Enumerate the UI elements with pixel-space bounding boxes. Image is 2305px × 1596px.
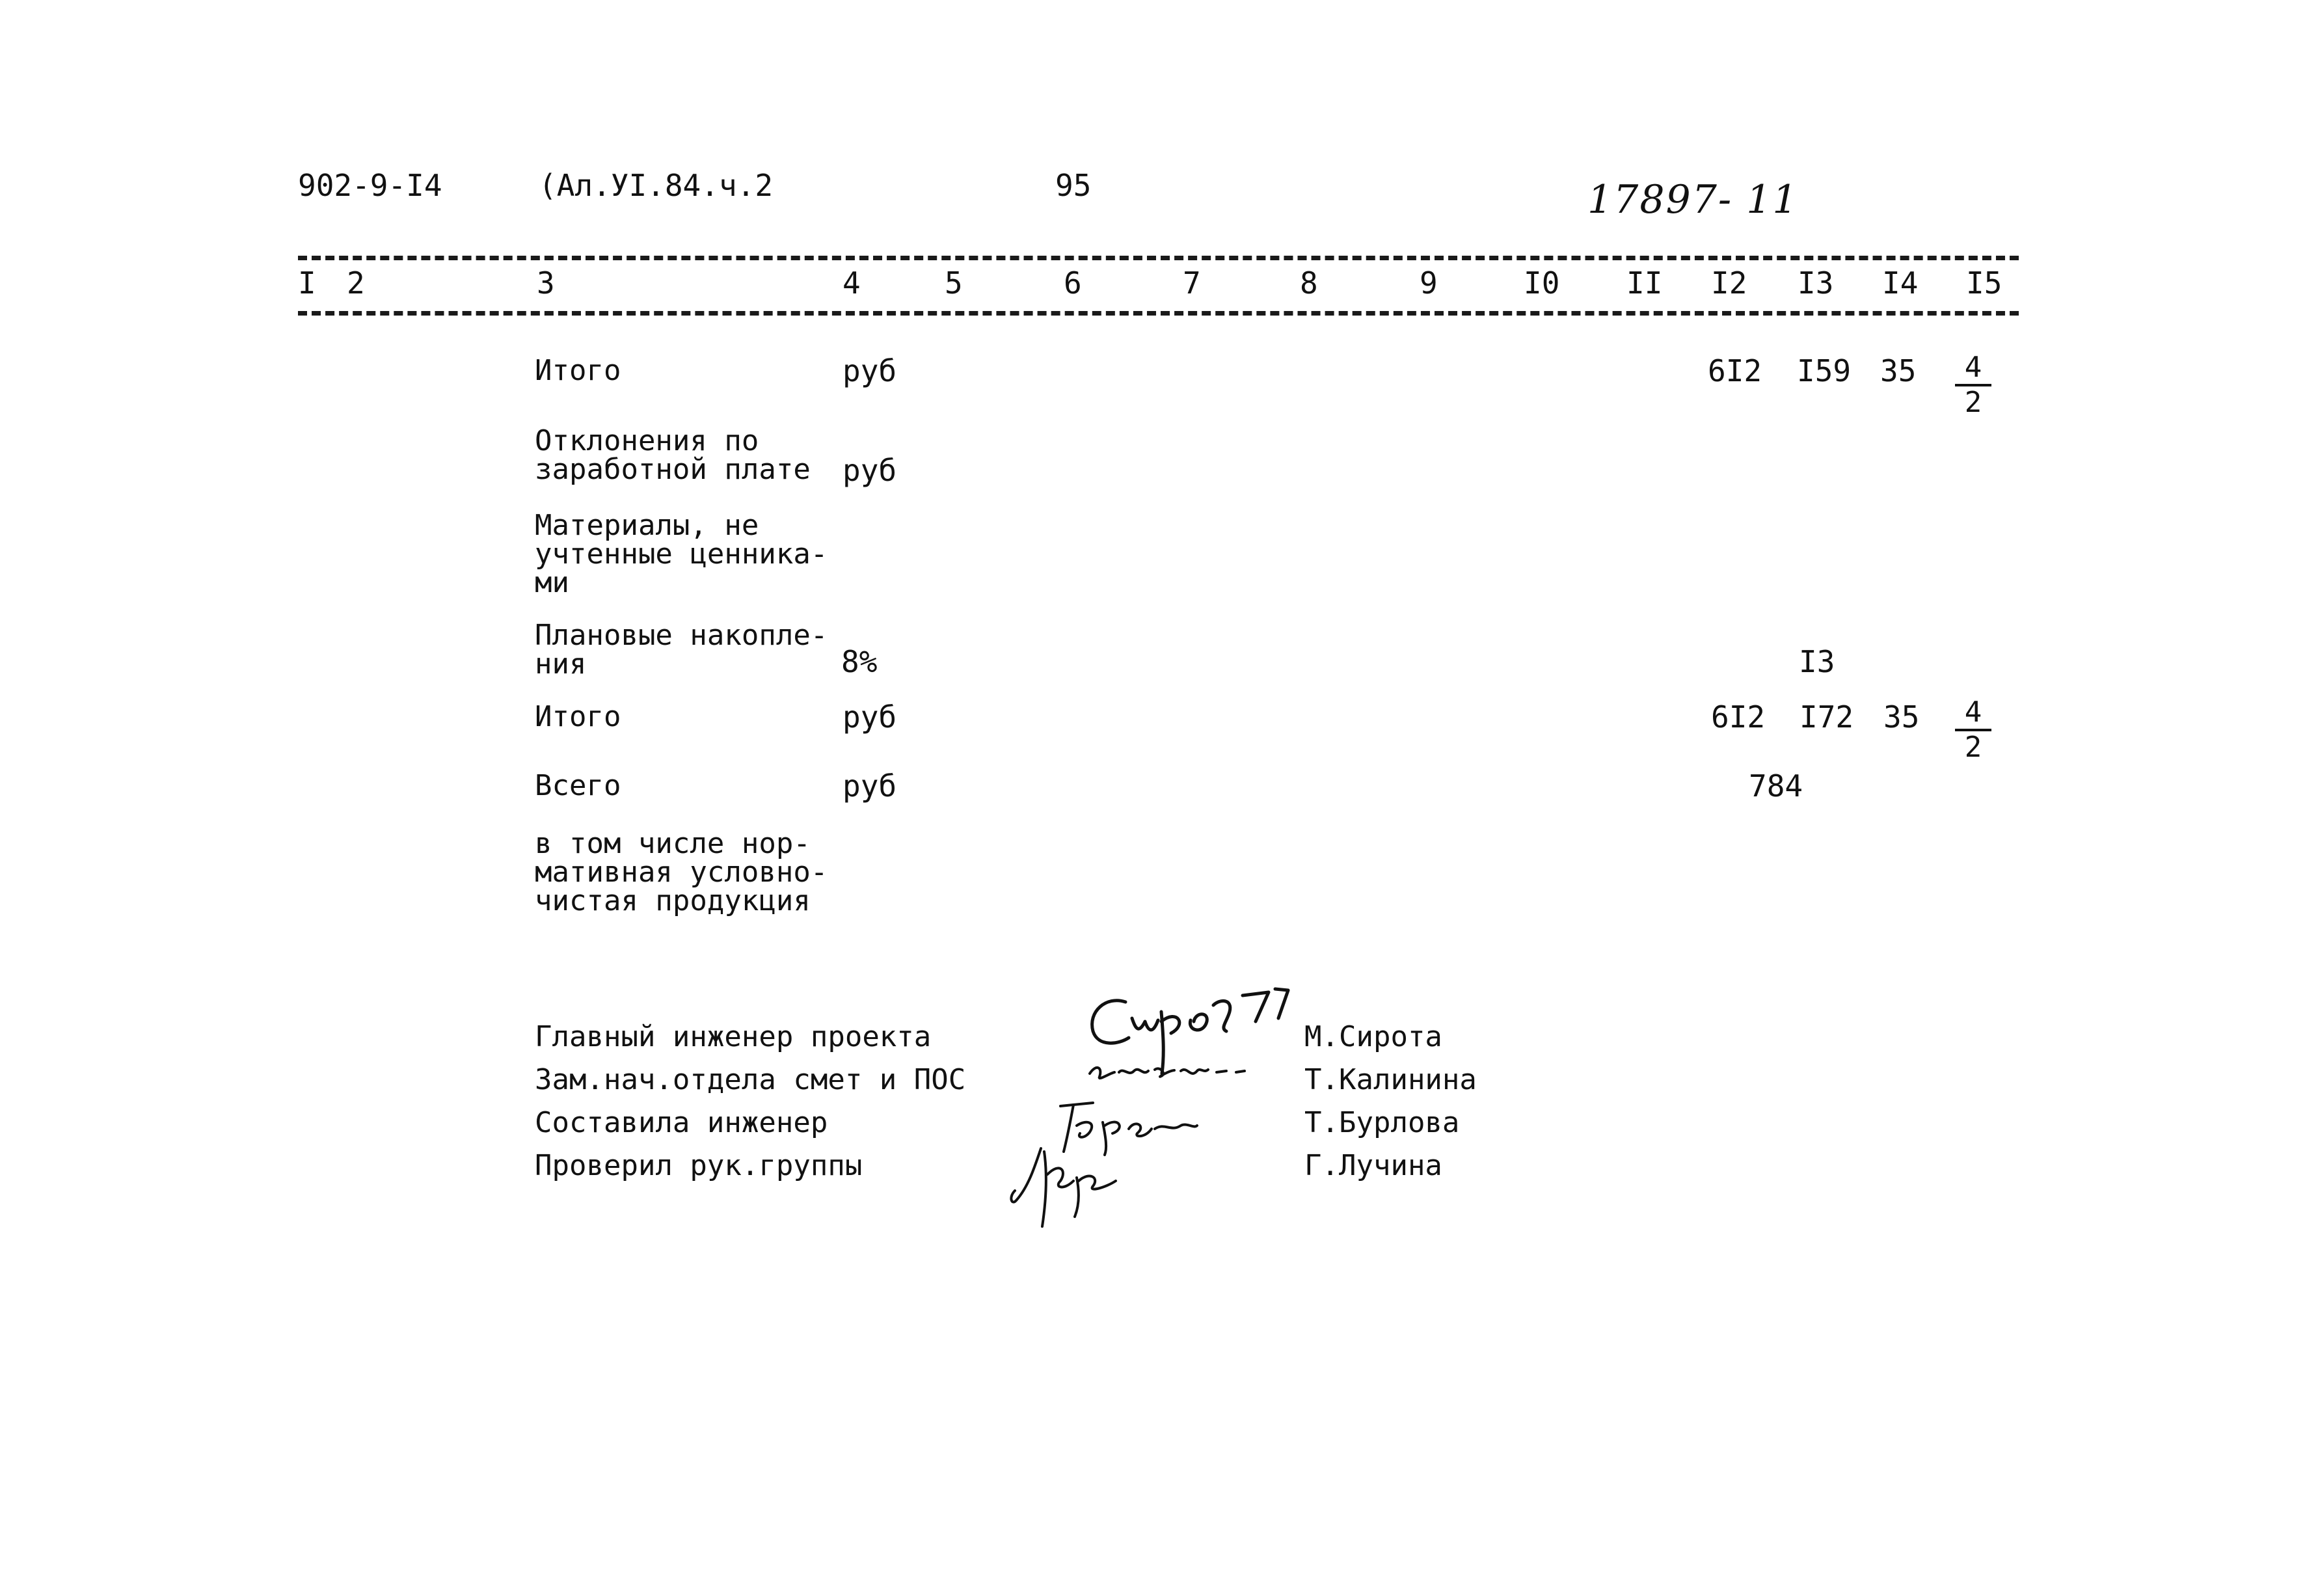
- signature-name-luchina: Г.Лучина: [1304, 1149, 1442, 1182]
- column-header-8: 8: [1300, 265, 1318, 301]
- column-header-9: 9: [1420, 265, 1438, 301]
- signature-role-compiler: Составила инженер: [535, 1106, 828, 1139]
- document-code: 902-9-I4: [298, 168, 442, 203]
- top-dashed-rule: [298, 256, 2019, 260]
- row-itogo-2-unit: руб: [842, 699, 897, 735]
- column-header-15: I5: [1966, 265, 2002, 301]
- column-header-7: 7: [1183, 265, 1201, 301]
- row-itogo-1-label: Итого: [535, 354, 621, 387]
- fraction-denominator: 2: [1964, 731, 1982, 764]
- column-header-12: I2: [1711, 265, 1747, 301]
- fraction-denominator: 2: [1964, 386, 1982, 419]
- row-total-label: Всего: [535, 769, 621, 802]
- column-header-11: II: [1626, 265, 1663, 301]
- row-itogo-2-label: Итого: [535, 700, 621, 733]
- signature-role-checker: Проверил рук.группы: [535, 1149, 863, 1182]
- row-total-unit: руб: [842, 768, 897, 804]
- column-header-13: I3: [1798, 265, 1834, 301]
- fraction-numerator: 4: [1955, 351, 1991, 386]
- column-header-1: I: [298, 265, 316, 301]
- column-header-6: 6: [1064, 265, 1082, 301]
- row-itogo-1-col12: 6I2: [1708, 353, 1762, 388]
- bottom-dashed-rule: [298, 311, 2019, 316]
- row-itogo-1-col13: I59: [1797, 353, 1852, 388]
- signature-role-chief-engineer: Главный инженер проекта: [535, 1020, 932, 1053]
- signature-luchina-icon: [1002, 1135, 1171, 1233]
- column-header-3: 3: [537, 265, 555, 301]
- signature-name-burlova: Т.Бурлова: [1304, 1106, 1460, 1139]
- signature-name-sirota: М.Сирота: [1304, 1020, 1442, 1053]
- row-itogo-2-col14: 35: [1883, 699, 1920, 735]
- signature-role-deputy-head: Зам.нач.отдела смет и ПОС: [535, 1063, 966, 1096]
- column-header-2: 2: [347, 265, 365, 301]
- row-itogo-2-col12: 6I2: [1711, 699, 1766, 735]
- row-itogo-2-col13: I72: [1800, 699, 1854, 735]
- column-header-10: I0: [1524, 265, 1560, 301]
- fraction-numerator: 4: [1955, 696, 1991, 731]
- column-header-5: 5: [945, 265, 963, 301]
- row-deviations-label: Отклонения по заработной плате: [535, 424, 811, 486]
- row-planned-col13: I3: [1799, 644, 1835, 679]
- row-planned-percent: 8%: [841, 644, 878, 679]
- signature-name-kalinina: Т.Калинина: [1304, 1063, 1477, 1096]
- column-header-14: I4: [1882, 265, 1919, 301]
- signature-kalinina-icon: [1083, 1048, 1252, 1087]
- row-including-label: в том числе нор- мативная условно- чистая продукция: [535, 827, 828, 917]
- row-planned-label: Плановые накопле- ния: [535, 619, 828, 681]
- column-header-4: 4: [842, 265, 861, 301]
- row-materials-label: Материалы, не учтенные ценника- ми: [535, 509, 828, 599]
- row-itogo-1-unit: руб: [842, 353, 897, 388]
- page-number: 95: [1055, 168, 1092, 203]
- row-itogo-2-col15-fraction: [1955, 696, 1991, 764]
- row-deviations-unit: руб: [842, 453, 897, 488]
- row-itogo-1-col15-fraction: [1955, 351, 1991, 419]
- row-itogo-1-col14: 35: [1880, 353, 1917, 388]
- handwritten-registration-number: 17897- 11: [1587, 177, 1799, 223]
- album-reference: (Ал.УI.84.ч.2: [539, 168, 774, 203]
- row-total-value: 784: [1749, 768, 1803, 804]
